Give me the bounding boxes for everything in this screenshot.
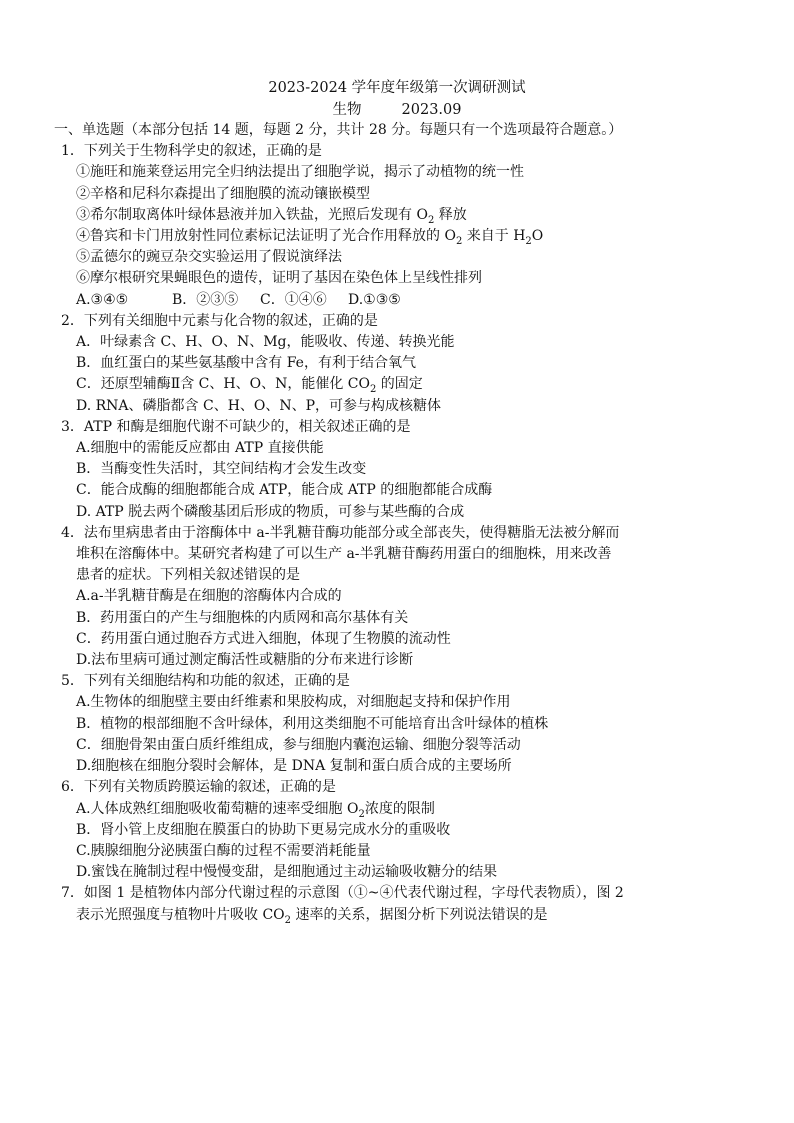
question-list xyxy=(54,120,740,926)
question-1-statement: ⑥摩尔根研究果蝇眼色的遗传，证明了基因在染色体上呈线性排列 xyxy=(76,270,482,287)
option-d: D.蜜饯在腌制过程中慢慢变甜，是细胞通过主动运输吸收糖分的结果 xyxy=(76,864,498,881)
exam-title: 2023-2024 学年度年级第一次调研测试 xyxy=(268,80,526,96)
option-d: D.细胞核在细胞分裂时会解体，是 DNA 复制和蛋白质合成的主要场所 xyxy=(76,758,512,775)
option-d: D. ATP 脱去两个磷酸基团后形成的物质，可参与某些酶的合成 xyxy=(76,503,465,520)
question-1-statement: ⑤孟德尔的豌豆杂交实验运用了假说演绎法 xyxy=(76,249,342,266)
option-c: C．①④⑥ xyxy=(260,291,327,308)
option-c: C．细胞骨架由蛋白质纤维组成，参与细胞内囊泡运输、细胞分裂等活动 xyxy=(76,736,521,753)
question-1-statement: ④鲁宾和卡门用放射性同位素标记法证明了光合作用释放的 $O_2$ 来自于 $H_2O$ xyxy=(76,228,544,247)
question-4-stem: 4．法布里病患者由于溶酶体中 a-半乳糖苷酶功能部分或全部丧失，使得糖脂无法被分解而 xyxy=(61,524,620,541)
option-b: B．当酶变性失活时，其空间结构才会发生改变 xyxy=(76,461,367,478)
question-1-statement: ②辛格和尼科尔森提出了细胞膜的流动镶嵌模型 xyxy=(76,185,370,202)
option-b: B．血红蛋白的某些氨基酸中含有 Fe，有利于结合氧气 xyxy=(76,355,416,372)
section-heading: 一、单选题（本部分包括 14 题，每题 2 分，共计 28 分。每题只有一个选项最符合题意。） xyxy=(54,122,623,138)
option-d: D.①③⑤ xyxy=(348,291,401,308)
option-a: A.生物体的细胞壁主要由纤维素和果胶构成，对细胞起支持和保护作用 xyxy=(76,694,511,711)
question-7-stem: 7．如图 1 是植物体内部分代谢过程的示意图（①~④代表代谢过程，字母代表物质），图 2 xyxy=(61,885,624,902)
option-b: B．肾小管上皮细胞在膜蛋白的协助下更易完成水分的重吸收 xyxy=(76,821,451,838)
option-c: C．还原型辅酶Ⅱ含 C、H、O、N，能催化 $CO_2$ 的固定 xyxy=(76,376,423,396)
question-1-options xyxy=(60,290,740,311)
exam-subtitle xyxy=(0,100,794,120)
option-b: B．植物的根部细胞不含叶绿体，利用这类细胞不可能培育出含叶绿体的植株 xyxy=(76,715,549,732)
question-1-statement: ①施旺和施莱登运用完全归纳法提出了细胞学说，揭示了动植物的统一性 xyxy=(76,164,524,181)
exam-date: 2023.09 xyxy=(401,102,462,118)
question-1-stem: 1．下列关于生物科学史的叙述，正确的是 xyxy=(61,143,322,160)
question-7-stem-cont: 表示光照强度与植物叶片吸收 $CO_2$ 速率的关系，据图分析下列说法错误的是 xyxy=(76,906,548,926)
option-b: B．药用蛋白的产生与细胞株的内质网和高尔基体有关 xyxy=(76,609,409,626)
option-d: D.法布里病可通过测定酶活性或糖脂的分布来进行诊断 xyxy=(76,652,414,669)
option-d: D. RNA、磷脂都含 C、H、O、N、P，可参与构成核糖体 xyxy=(76,397,442,414)
option-a: A.③④⑤ xyxy=(76,291,129,308)
option-a: A.细胞中的需能反应都由 ATP 直接供能 xyxy=(76,440,324,457)
question-4-stem-cont: 患者的症状。下列相关叙述错误的是 xyxy=(76,567,300,584)
question-5-stem: 5．下列有关细胞结构和功能的叙述，正确的是 xyxy=(61,673,350,690)
option-c: C．药用蛋白通过胞吞方式进入细胞，体现了生物膜的流动性 xyxy=(76,630,451,647)
question-2-stem: 2．下列有关细胞中元素与化合物的叙述，正确的是 xyxy=(61,312,378,329)
option-a: A.a-半乳糖苷酶是在细胞的溶酶体内合成的 xyxy=(76,588,342,605)
question-3-stem: 3．ATP 和酶是细胞代谢不可缺少的，相关叙述正确的是 xyxy=(61,418,411,435)
question-4-stem-cont: 堆积在溶酶体中。某研究者构建了可以生产 a-半乳糖苷酶药用蛋白的细胞株，用来改善 xyxy=(76,546,612,563)
subject-label: 生物 xyxy=(332,102,362,118)
option-a: A．叶绿素含 C、H、O、N、Mg，能吸收、传递、转换光能 xyxy=(76,334,455,351)
option-c: C．能合成酶的细胞都能合成 ATP，能合成 ATP 的细胞都能合成酶 xyxy=(76,482,493,499)
question-1-statement: ③希尔制取离体叶绿体悬液并加入铁盐，光照后发现有 $O_2$ 释放 xyxy=(76,206,467,226)
option-c: C.胰腺细胞分泌胰蛋白酶的过程不需要消耗能量 xyxy=(76,842,371,859)
option-b: B．②③⑤ xyxy=(172,291,239,308)
question-6-stem: 6．下列有关物质跨膜运输的叙述，正确的是 xyxy=(61,779,336,796)
option-a: A.人体成熟红细胞吸收葡萄糖的速率受细胞 $O_2$浓度的限制 xyxy=(76,800,435,820)
